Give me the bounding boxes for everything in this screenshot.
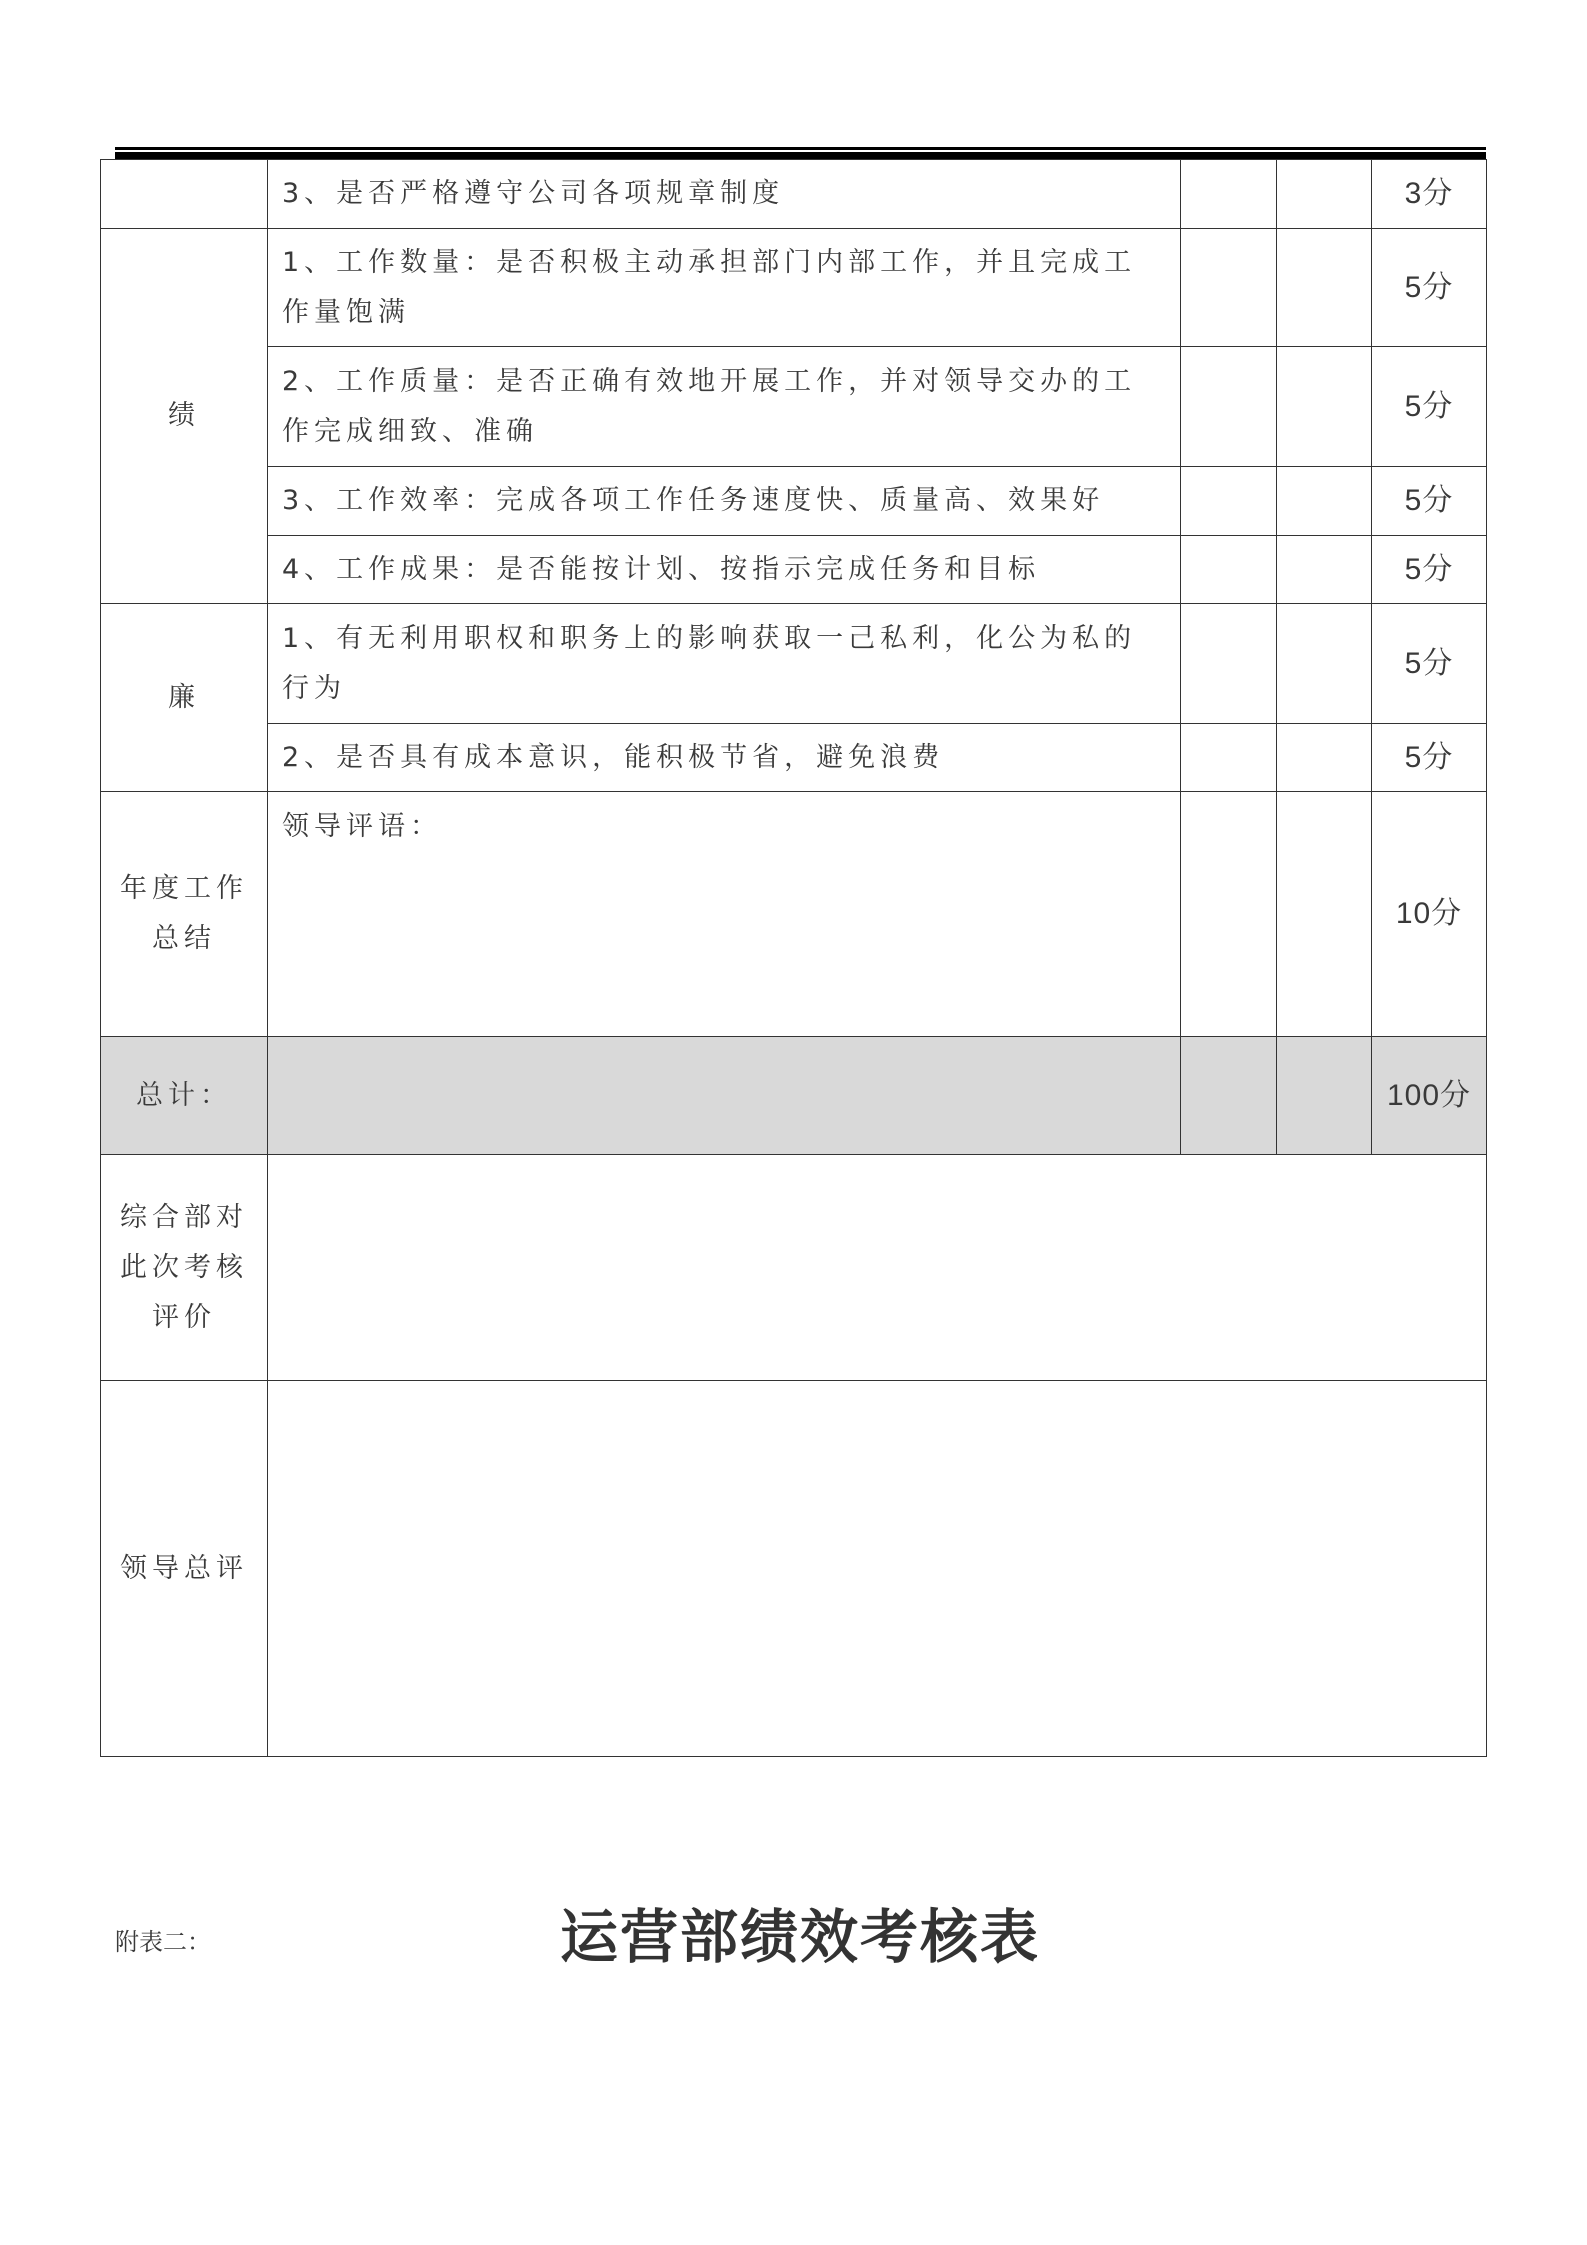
review-total-cell[interactable] [1277,1037,1372,1155]
max-score: 5分 [1372,604,1487,724]
table-row [101,536,1487,604]
criterion-text: 3、工作效率：完成各项工作任务速度快、质量高、效果好 [268,467,1181,536]
header-rule [115,147,1486,150]
appendix-label: 附表二： [115,1928,211,1956]
table-row [101,604,1487,724]
leader-summary-field[interactable] [268,1381,1487,1757]
max-score: 5分 [1372,347,1487,467]
total-label: 总计： [101,1037,268,1155]
self-total-cell[interactable] [1181,1037,1277,1155]
table-row [101,1155,1487,1381]
criterion-text: 2、是否具有成本意识，能积极节省，避免浪费 [268,724,1181,792]
max-score: 3分 [1372,160,1487,229]
category-cell: 年度工作总结 [101,792,268,1037]
leader-label: 领导总评 [101,1381,268,1757]
review-score-cell[interactable] [1277,160,1372,229]
table-row [101,792,1487,1037]
self-score-cell[interactable] [1181,792,1277,1037]
max-score: 5分 [1372,229,1487,347]
total-blank [268,1037,1181,1155]
self-score-cell[interactable] [1181,229,1277,347]
max-score: 10分 [1372,792,1487,1037]
self-score-cell[interactable] [1181,160,1277,229]
review-score-cell[interactable] [1277,604,1372,724]
table-row [101,160,1487,229]
review-label: 综合部对此次考核评价 [101,1155,268,1381]
total-score: 100分 [1372,1037,1487,1155]
max-score: 5分 [1372,536,1487,604]
review-score-cell[interactable] [1277,536,1372,604]
self-score-cell[interactable] [1181,536,1277,604]
criterion-text: 2、工作质量：是否正确有效地开展工作，并对领导交办的工作完成细致、准确 [268,347,1181,467]
max-score: 5分 [1372,724,1487,792]
review-score-cell[interactable] [1277,792,1372,1037]
table-row [101,724,1487,792]
category-cell: 绩 [101,229,268,604]
table-row [101,467,1487,536]
criterion-text: 1、有无利用职权和职务上的影响获取一己私利，化公为私的行为 [268,604,1181,724]
evaluation-table [100,159,1487,1757]
review-score-cell[interactable] [1277,724,1372,792]
criterion-text: 1、工作数量：是否积极主动承担部门内部工作，并且完成工作量饱满 [268,229,1181,347]
category-cell [101,160,268,229]
review-score-cell[interactable] [1277,467,1372,536]
max-score: 5分 [1372,467,1487,536]
review-score-cell[interactable] [1277,229,1372,347]
table-row [101,347,1487,467]
review-score-cell[interactable] [1277,347,1372,467]
self-score-cell[interactable] [1181,724,1277,792]
self-score-cell[interactable] [1181,604,1277,724]
header-rule-thick [115,152,1486,159]
document-title: 运营部绩效考核表 [560,1903,1041,1971]
criterion-text: 3、是否严格遵守公司各项规章制度 [268,160,1181,229]
self-score-cell[interactable] [1181,467,1277,536]
total-row [101,1037,1487,1155]
table-row [101,229,1487,347]
leader-comment-field[interactable]: 领导评语： [268,792,1181,1037]
table-row [101,1381,1487,1757]
review-field[interactable] [268,1155,1487,1381]
criterion-text: 4、工作成果：是否能按计划、按指示完成任务和目标 [268,536,1181,604]
category-cell: 廉 [101,604,268,792]
self-score-cell[interactable] [1181,347,1277,467]
